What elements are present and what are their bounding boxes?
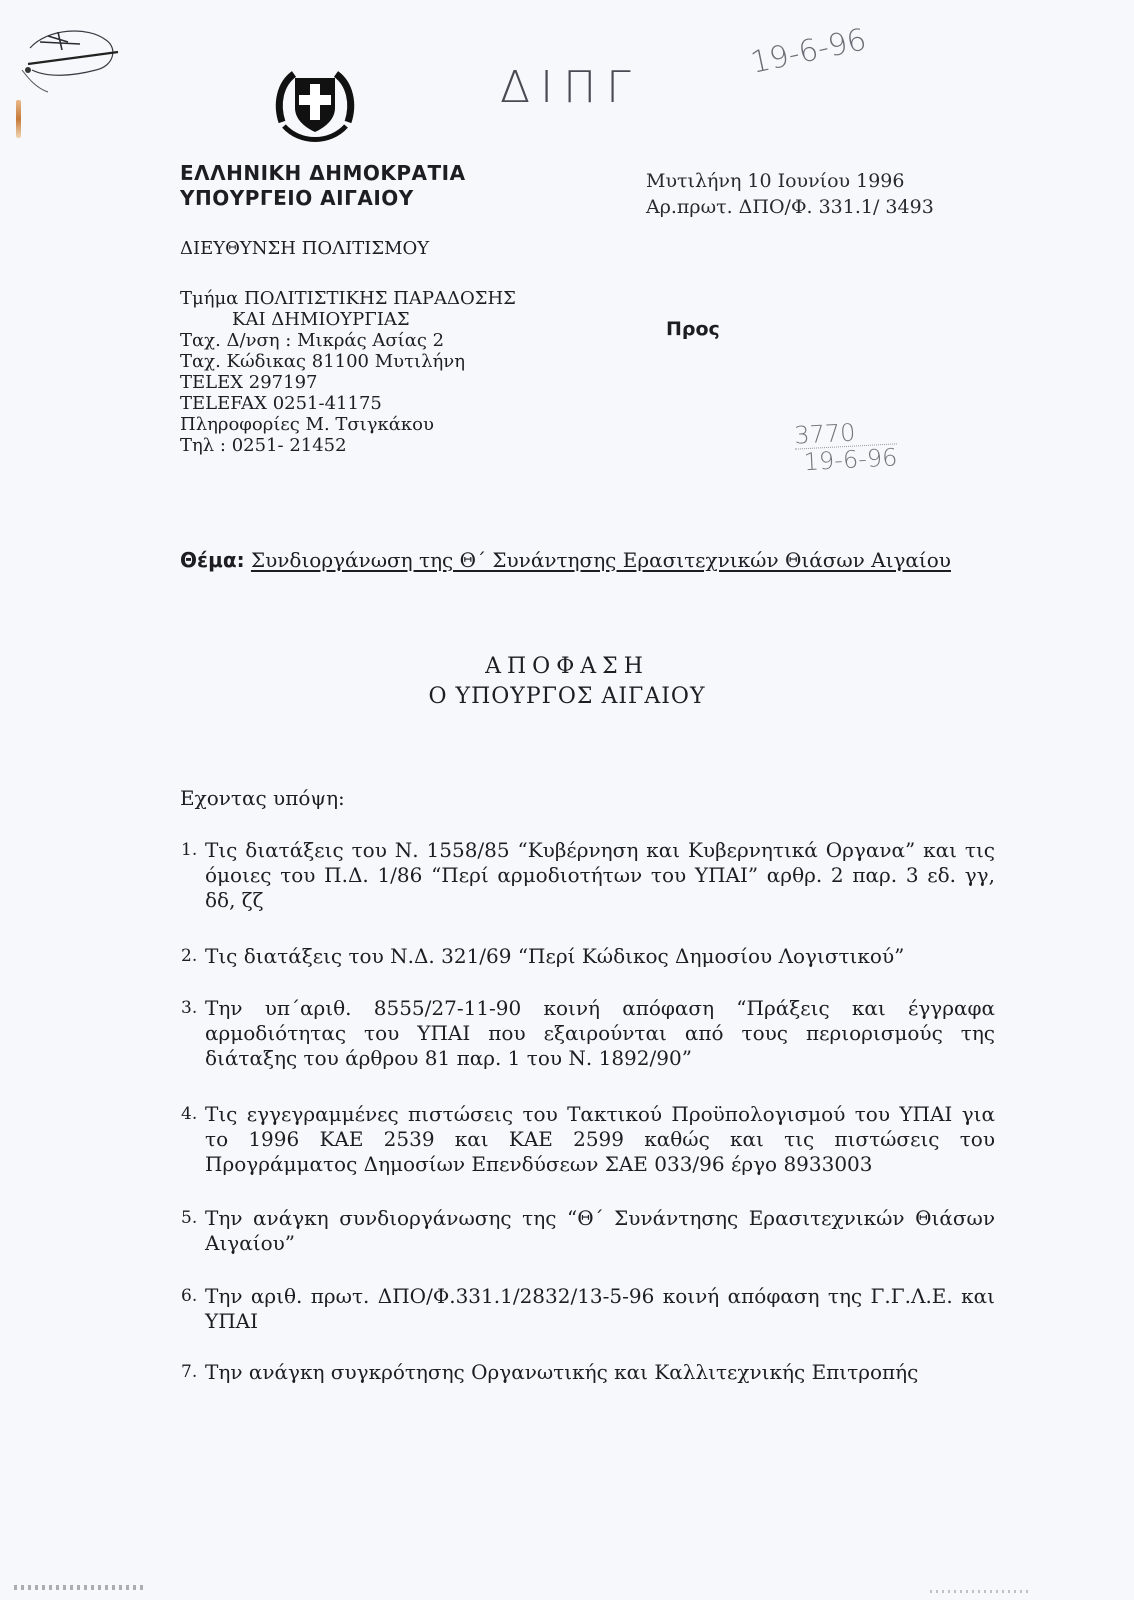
edge-mark	[16, 100, 21, 138]
list-item	[181, 838, 995, 913]
item-number: 2.	[181, 946, 198, 966]
scan-noise	[930, 1590, 1030, 1593]
item-number: 5.	[181, 1208, 198, 1228]
date-and-protocol	[646, 168, 934, 220]
recipient-label: Προς	[666, 318, 720, 340]
sender-line: Τμήμα ΠΟΛΙΤΙΣΤΙΚΗΣ ΠΑΡΑΔΟΣΗΣ	[180, 288, 516, 309]
item-number: 4.	[181, 1104, 198, 1124]
place-date: Μυτιλήνη 10 Ιουνίου 1996	[646, 170, 905, 192]
item-text: Τις διατάξεις του Ν. 1558/85 “Κυβέρνηση και Κυβερνητικά Οργανα” και τις όμοιες του Π.Δ. 1/86 “Περί αρμοδιοτήτων του ΥΠΑΙ” αρθρ. 2 παρ. 3 εδ. γγ, δδ, ζζ	[205, 838, 995, 912]
sender-line: TELEFAX 0251-41175	[180, 393, 382, 414]
item-text: Την υπ΄αριθ. 8555/27-11-90 κοινή απόφαση “Πράξεις και έγγραφα αρμοδιότητας του ΥΠΑΙ που εξαιρούνται από τους περιορισμούς της διάταξης του άρθρου 81 παρ. 1 του Ν. 1892/90”	[205, 996, 995, 1070]
sender-line: ΚΑΙ ΔΗΜΙΟΥΡΓΙΑΣ	[232, 309, 410, 330]
list-item	[181, 1284, 995, 1334]
decision-subtitle: Ο ΥΠΟΥΡΓΟΣ ΑΙΓΑΙΟΥ	[428, 684, 706, 709]
item-text: Την ανάγκη συνδιοργάνωσης της “Θ΄ Συνάντησης Ερασιτεχνικών Θιάσων Αιγαίου”	[205, 1206, 995, 1255]
sender-line: TELEX 297197	[180, 372, 318, 393]
item-text: Τις διατάξεις του Ν.Δ. 321/69 “Περί Κώδικος Δημοσίου Λογιστικού”	[205, 944, 905, 968]
ministry-heading	[180, 161, 466, 211]
handwritten-scribble	[18, 18, 128, 98]
item-text: Την ανάγκη συγκρότησης Οργανωτικής και Καλλιτεχνικής Επιτροπής	[205, 1360, 919, 1384]
sender-line: Πληροφορίες Μ. Τσιγκάκου	[180, 414, 434, 435]
subject-label: Θέμα:	[180, 548, 245, 572]
ministry-line-ministry: ΥΠΟΥΡΓΕΙΟ ΑΙΓΑΙΟΥ	[180, 186, 414, 210]
directorate: ΔΙΕΥΘΥΝΣΗ ΠΟΛΙΤΙΣΜΟΥ	[180, 238, 430, 259]
stamp-number: 3770	[794, 417, 897, 449]
handwritten-note-date: 19-6-96	[747, 22, 870, 81]
ministry-line-republic: ΕΛΛΗΝΙΚΗ ΔΗΜΟΚΡΑΤΙΑ	[180, 161, 466, 185]
incoming-stamp	[794, 417, 898, 475]
item-number: 7.	[181, 1362, 198, 1382]
greek-state-emblem	[270, 64, 360, 148]
decision-heading	[0, 652, 1134, 712]
sender-line: Ταχ. Δ/νση : Μικράς Ασίας 2	[180, 330, 445, 351]
list-item	[181, 944, 995, 969]
scan-noise	[14, 1585, 144, 1590]
item-text: Τις εγγεγραμμένες πιστώσεις του Τακτικού Προϋπολογισμού του ΥΠΑΙ για το 1996 ΚΑΕ 2539 και ΚΑΕ 2599 καθώς και τις πιστώσεις του Προγράμματος Δημοσίων Επενδύσεων ΣΑΕ 033/96 έργο 8933003	[205, 1102, 995, 1176]
subject-line	[180, 548, 951, 572]
item-number: 3.	[181, 998, 198, 1018]
list-item	[181, 1360, 995, 1385]
list-item	[181, 1206, 995, 1256]
item-text: Την αριθ. πρωτ. ΔΠΟ/Φ.331.1/2832/13-5-96 κοινή απόφαση της Γ.Γ.Λ.Ε. και ΥΠΑΙ	[205, 1284, 995, 1333]
subject-text: Συνδιοργάνωση της Θ΄ Συνάντησης Ερασιτεχνικών Θιάσων Αιγαίου	[250, 548, 951, 572]
decision-title: ΑΠΟΦΑΣΗ	[485, 654, 649, 679]
list-item	[181, 1102, 995, 1177]
stamp-date: 19-6-96	[803, 443, 899, 477]
protocol-number: Αρ.πρωτ. ΔΠΟ/Φ. 331.1/ 3493	[646, 196, 934, 218]
sender-line: Ταχ. Κώδικας 81100 Μυτιλήνη	[180, 351, 466, 372]
item-number: 6.	[181, 1286, 198, 1306]
sender-line: Τηλ : 0251- 21452	[180, 435, 347, 456]
handwritten-registry-mark: ΔΙΠΓ	[500, 62, 641, 113]
sender-block	[180, 288, 516, 456]
item-number: 1.	[181, 840, 198, 860]
list-item	[181, 996, 995, 1071]
considering-label: Εχοντας υπόψη:	[180, 786, 345, 810]
